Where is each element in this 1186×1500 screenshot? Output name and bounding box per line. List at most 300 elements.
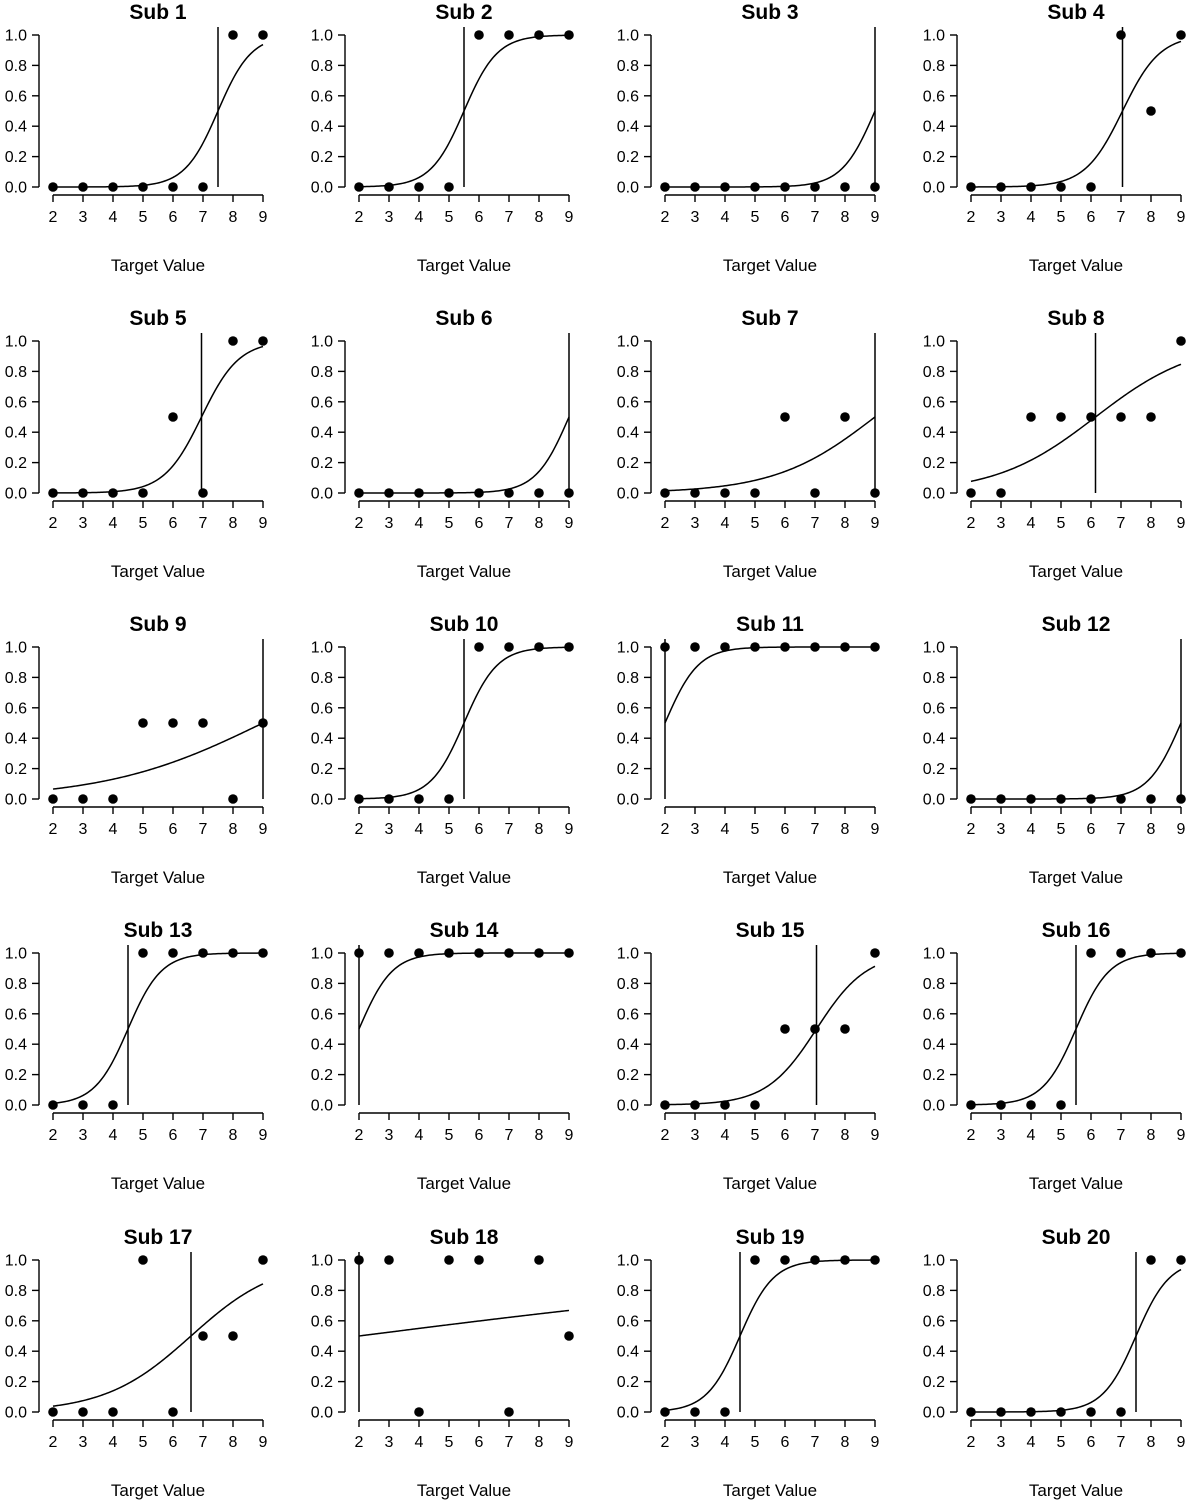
x-tick-label: 6: [168, 515, 178, 532]
x-tick-label: 5: [750, 515, 760, 532]
x-tick-label: 8: [840, 821, 850, 838]
x-tick-label: 2: [48, 1127, 58, 1144]
data-point: [534, 948, 544, 958]
x-axis-label: Target Value: [416, 562, 512, 581]
x-tick-label: 2: [966, 821, 976, 838]
x-tick-label: 6: [1086, 515, 1096, 532]
data-point: [750, 488, 760, 498]
x-tick-label: 2: [966, 1434, 976, 1451]
y-tick-label: 0.4: [616, 424, 639, 442]
y-tick-label: 0.4: [922, 118, 945, 136]
x-tick-label: 2: [660, 1434, 670, 1451]
y-tick-label: 0.8: [922, 363, 945, 381]
x-tick-label: 4: [720, 1434, 730, 1451]
data-point: [1146, 948, 1156, 958]
panel-9: [5, 613, 268, 887]
y-tick-label: 1.0: [922, 945, 945, 963]
x-tick-label: 6: [780, 1127, 790, 1144]
y-tick-label: 0.2: [922, 1067, 945, 1085]
data-point: [720, 1407, 730, 1417]
x-tick-label: 5: [138, 515, 148, 532]
x-tick-label: 4: [414, 1434, 424, 1451]
data-point: [168, 1407, 178, 1417]
fit-curve: [971, 1270, 1181, 1412]
y-tick-label: 0.8: [922, 975, 945, 993]
x-tick-label: 4: [720, 821, 730, 838]
fit-curve: [359, 953, 569, 1029]
data-point: [810, 642, 820, 652]
x-tick-label: 6: [168, 1127, 178, 1144]
fit-curve: [53, 1284, 263, 1406]
y-tick-label: 0.2: [4, 1067, 27, 1085]
y-tick-label: 0.8: [310, 57, 333, 75]
y-tick-label: 0.4: [4, 730, 27, 748]
x-tick-label: 7: [1116, 1434, 1126, 1451]
x-tick-label: 7: [198, 821, 208, 838]
x-tick-label: 4: [108, 209, 118, 226]
y-tick-label: 0.6: [310, 1313, 333, 1331]
y-tick-label: 0.6: [616, 700, 639, 718]
y-tick-label: 0.4: [616, 730, 639, 748]
x-tick-label: 9: [1176, 1127, 1186, 1144]
y-tick-label: 0.8: [616, 363, 639, 381]
data-point: [258, 30, 268, 40]
x-tick-label: 2: [660, 1127, 670, 1144]
data-point: [966, 182, 976, 192]
x-tick-label: 7: [198, 209, 208, 226]
y-tick-label: 0.0: [310, 791, 333, 809]
y-tick-label: 1.0: [922, 1252, 945, 1270]
data-point: [660, 642, 670, 652]
x-tick-label: 6: [474, 209, 484, 226]
x-tick-label: 6: [474, 1127, 484, 1144]
y-tick-label: 1.0: [4, 27, 27, 45]
data-point: [660, 1407, 670, 1417]
x-tick-label: 9: [258, 515, 268, 532]
x-tick-label: 5: [138, 821, 148, 838]
data-point: [996, 794, 1006, 804]
x-tick-label: 2: [48, 515, 58, 532]
x-tick-label: 3: [996, 821, 1006, 838]
x-tick-label: 2: [966, 515, 976, 532]
data-point: [108, 488, 118, 498]
y-tick-label: 1.0: [616, 333, 639, 351]
x-tick-label: 9: [258, 1434, 268, 1451]
fit-curve: [359, 1310, 569, 1336]
y-tick-label: 0.0: [310, 1097, 333, 1115]
data-point: [198, 488, 208, 498]
x-tick-label: 7: [198, 1127, 208, 1144]
x-tick-label: 2: [966, 1127, 976, 1144]
y-tick-label: 0.2: [616, 1374, 639, 1392]
y-tick-label: 0.8: [616, 57, 639, 75]
panel-title: Sub 18: [429, 1226, 499, 1249]
data-point: [810, 182, 820, 192]
y-tick-label: 0.0: [4, 485, 27, 503]
x-tick-label: 3: [78, 209, 88, 226]
y-tick-label: 0.4: [4, 1036, 27, 1054]
data-point: [78, 488, 88, 498]
panel-title: Sub 4: [1047, 1, 1105, 24]
y-tick-label: 0.2: [616, 455, 639, 473]
data-point: [996, 488, 1006, 498]
y-tick-label: 0.6: [310, 394, 333, 412]
data-point: [1176, 30, 1186, 40]
x-axis-label: Target Value: [722, 562, 818, 581]
data-point: [810, 488, 820, 498]
x-tick-label: 2: [660, 821, 670, 838]
x-axis-label: Target Value: [110, 1174, 206, 1193]
x-tick-label: 8: [228, 209, 238, 226]
data-point: [504, 488, 514, 498]
data-point: [996, 1100, 1006, 1110]
y-tick-label: 0.0: [616, 791, 639, 809]
data-point: [1176, 336, 1186, 346]
data-point: [78, 794, 88, 804]
x-tick-label: 5: [750, 1127, 760, 1144]
data-point: [1116, 1407, 1126, 1417]
y-tick-label: 0.0: [616, 179, 639, 197]
panel-title: Sub 11: [736, 613, 804, 636]
data-point: [690, 182, 700, 192]
y-tick-label: 1.0: [922, 27, 945, 45]
panel-4: [923, 1, 1186, 275]
panel-title: Sub 8: [1047, 307, 1105, 330]
x-tick-label: 4: [720, 1127, 730, 1144]
x-tick-label: 3: [690, 1127, 700, 1144]
x-tick-label: 3: [78, 515, 88, 532]
data-point: [870, 182, 880, 192]
data-point: [258, 1255, 268, 1265]
fit-curve: [53, 953, 263, 1103]
data-point: [720, 182, 730, 192]
x-tick-label: 8: [1146, 1127, 1156, 1144]
x-tick-label: 5: [444, 821, 454, 838]
data-point: [474, 1255, 484, 1265]
data-point: [564, 488, 574, 498]
y-tick-label: 0.8: [4, 57, 27, 75]
y-tick-label: 0.8: [922, 1282, 945, 1300]
y-tick-label: 0.6: [616, 88, 639, 106]
x-tick-label: 8: [1146, 209, 1156, 226]
x-axis-label: Target Value: [416, 1481, 512, 1500]
y-tick-label: 0.8: [4, 669, 27, 687]
fit-curve: [971, 364, 1181, 481]
data-point: [690, 642, 700, 652]
x-tick-label: 4: [414, 209, 424, 226]
data-point: [1086, 948, 1096, 958]
y-tick-label: 0.0: [4, 1097, 27, 1115]
x-tick-label: 3: [996, 1127, 1006, 1144]
x-tick-label: 7: [504, 821, 514, 838]
y-tick-label: 0.2: [922, 149, 945, 167]
panel-title: Sub 3: [741, 1, 799, 24]
x-tick-label: 8: [534, 1434, 544, 1451]
x-tick-label: 5: [138, 1127, 148, 1144]
x-tick-label: 7: [504, 515, 514, 532]
data-point: [258, 336, 268, 346]
panel-18: [311, 1226, 574, 1500]
data-point: [48, 1100, 58, 1110]
x-tick-label: 7: [1116, 515, 1126, 532]
data-point: [660, 182, 670, 192]
data-point: [564, 948, 574, 958]
data-point: [870, 1255, 880, 1265]
x-tick-label: 4: [108, 515, 118, 532]
x-tick-label: 9: [870, 515, 880, 532]
fit-curve: [665, 647, 875, 723]
x-tick-label: 7: [1116, 209, 1126, 226]
data-point: [1086, 794, 1096, 804]
data-point: [198, 182, 208, 192]
x-tick-label: 4: [108, 821, 118, 838]
x-tick-label: 4: [1026, 821, 1036, 838]
x-tick-label: 5: [750, 1434, 760, 1451]
y-tick-label: 0.4: [922, 730, 945, 748]
x-tick-label: 9: [870, 1434, 880, 1451]
y-tick-label: 0.4: [4, 1343, 27, 1361]
y-tick-label: 0.2: [310, 149, 333, 167]
y-tick-label: 0.6: [4, 1313, 27, 1331]
panel-title: Sub 19: [735, 1226, 805, 1249]
x-tick-label: 6: [780, 515, 790, 532]
x-tick-label: 3: [690, 209, 700, 226]
data-point: [720, 488, 730, 498]
x-tick-label: 2: [48, 1434, 58, 1451]
x-tick-label: 8: [228, 821, 238, 838]
y-tick-label: 0.4: [310, 730, 333, 748]
y-tick-label: 0.2: [310, 1067, 333, 1085]
x-tick-label: 7: [198, 1434, 208, 1451]
data-point: [840, 642, 850, 652]
data-point: [534, 1255, 544, 1265]
data-point: [780, 182, 790, 192]
data-point: [690, 1407, 700, 1417]
panel-title: Sub 20: [1041, 1226, 1111, 1249]
data-point: [48, 1407, 58, 1417]
x-tick-label: 9: [1176, 209, 1186, 226]
data-point: [1086, 412, 1096, 422]
data-point: [198, 718, 208, 728]
x-tick-label: 8: [228, 515, 238, 532]
panel-title: Sub 5: [129, 307, 187, 330]
x-tick-label: 3: [78, 1127, 88, 1144]
y-tick-label: 0.8: [922, 57, 945, 75]
data-point: [996, 182, 1006, 192]
data-point: [1146, 412, 1156, 422]
data-point: [966, 794, 976, 804]
panel-10: [311, 613, 574, 887]
x-tick-label: 8: [534, 209, 544, 226]
x-tick-label: 8: [534, 821, 544, 838]
data-point: [138, 948, 148, 958]
x-tick-label: 5: [138, 209, 148, 226]
y-tick-label: 0.0: [616, 1097, 639, 1115]
x-tick-label: 9: [1176, 515, 1186, 532]
x-tick-label: 9: [564, 515, 574, 532]
x-axis-label: Target Value: [416, 256, 512, 275]
x-tick-label: 3: [78, 821, 88, 838]
x-tick-label: 3: [384, 209, 394, 226]
data-point: [564, 642, 574, 652]
fit-curve: [359, 417, 569, 493]
x-tick-label: 3: [690, 515, 700, 532]
data-point: [414, 1407, 424, 1417]
panel-13: [5, 919, 268, 1193]
y-tick-label: 0.0: [4, 179, 27, 197]
x-tick-label: 3: [384, 1434, 394, 1451]
data-point: [78, 182, 88, 192]
y-tick-label: 0.0: [310, 1404, 333, 1422]
x-tick-label: 2: [48, 821, 58, 838]
panel-5: [5, 307, 268, 581]
data-point: [108, 1407, 118, 1417]
panel-title: Sub 9: [129, 613, 187, 636]
panel-title: Sub 17: [123, 1226, 193, 1249]
x-tick-label: 9: [870, 821, 880, 838]
x-tick-label: 8: [840, 1127, 850, 1144]
data-point: [534, 30, 544, 40]
y-tick-label: 0.6: [4, 1006, 27, 1024]
y-tick-label: 1.0: [4, 1252, 27, 1270]
y-tick-label: 0.8: [616, 1282, 639, 1300]
x-tick-label: 8: [534, 515, 544, 532]
x-tick-label: 9: [258, 821, 268, 838]
data-point: [108, 182, 118, 192]
x-tick-label: 3: [690, 821, 700, 838]
x-tick-label: 4: [720, 515, 730, 532]
data-point: [384, 1255, 394, 1265]
data-point: [660, 488, 670, 498]
x-axis-label: Target Value: [1028, 1481, 1124, 1500]
y-tick-label: 0.4: [922, 424, 945, 442]
x-tick-label: 3: [384, 1127, 394, 1144]
panel-12: [923, 613, 1186, 887]
y-tick-label: 0.6: [4, 394, 27, 412]
x-tick-label: 6: [1086, 209, 1096, 226]
x-tick-label: 9: [1176, 1434, 1186, 1451]
data-point: [564, 30, 574, 40]
data-point: [504, 948, 514, 958]
x-axis-label: Target Value: [416, 1174, 512, 1193]
x-tick-label: 8: [1146, 1434, 1156, 1451]
data-point: [444, 182, 454, 192]
data-point: [690, 488, 700, 498]
x-tick-label: 6: [780, 1434, 790, 1451]
data-point: [138, 182, 148, 192]
data-point: [228, 794, 238, 804]
data-point: [354, 488, 364, 498]
panel-3: [617, 1, 880, 275]
panel-7: [617, 307, 880, 581]
y-tick-label: 0.0: [922, 1097, 945, 1115]
data-point: [1146, 1255, 1156, 1265]
x-axis-label: Target Value: [722, 868, 818, 887]
data-point: [228, 1331, 238, 1341]
data-point: [966, 1100, 976, 1110]
panel-title: Sub 12: [1041, 613, 1111, 636]
x-tick-label: 4: [1026, 515, 1036, 532]
y-tick-label: 0.4: [4, 118, 27, 136]
data-point: [78, 1407, 88, 1417]
panel-2: [311, 1, 574, 275]
data-point: [414, 488, 424, 498]
fit-curve: [53, 45, 263, 187]
data-point: [840, 412, 850, 422]
y-tick-label: 0.0: [310, 485, 333, 503]
y-tick-label: 0.6: [922, 88, 945, 106]
x-tick-label: 8: [840, 515, 850, 532]
y-tick-label: 1.0: [922, 639, 945, 657]
y-tick-label: 0.2: [922, 1374, 945, 1392]
data-point: [198, 948, 208, 958]
x-tick-label: 3: [690, 1434, 700, 1451]
data-point: [1056, 1100, 1066, 1110]
data-point: [840, 1024, 850, 1034]
x-axis-label: Target Value: [1028, 868, 1124, 887]
data-point: [444, 794, 454, 804]
data-point: [444, 1255, 454, 1265]
x-tick-label: 9: [564, 1127, 574, 1144]
x-tick-label: 2: [966, 209, 976, 226]
x-axis-label: Target Value: [416, 868, 512, 887]
data-point: [750, 1255, 760, 1265]
data-point: [1026, 794, 1036, 804]
data-point: [996, 1407, 1006, 1417]
data-point: [384, 488, 394, 498]
x-tick-label: 6: [780, 209, 790, 226]
x-tick-label: 2: [354, 821, 364, 838]
x-tick-label: 5: [750, 821, 760, 838]
x-tick-label: 6: [168, 209, 178, 226]
y-tick-label: 1.0: [4, 333, 27, 351]
fit-curve: [53, 723, 263, 789]
y-tick-label: 0.8: [4, 975, 27, 993]
data-point: [870, 642, 880, 652]
data-point: [474, 948, 484, 958]
y-tick-label: 0.2: [4, 1374, 27, 1392]
y-tick-label: 0.2: [616, 149, 639, 167]
x-tick-label: 2: [354, 209, 364, 226]
panel-16: [923, 919, 1186, 1193]
y-tick-label: 0.6: [922, 700, 945, 718]
data-point: [138, 488, 148, 498]
x-axis-label: Target Value: [1028, 256, 1124, 275]
x-tick-label: 7: [810, 209, 820, 226]
data-point: [750, 182, 760, 192]
y-tick-label: 0.4: [4, 424, 27, 442]
x-tick-label: 5: [444, 209, 454, 226]
y-tick-label: 1.0: [310, 639, 333, 657]
x-axis-label: Target Value: [722, 256, 818, 275]
data-point: [1176, 794, 1186, 804]
data-point: [48, 488, 58, 498]
data-point: [108, 1100, 118, 1110]
data-point: [198, 1331, 208, 1341]
x-axis-label: Target Value: [110, 256, 206, 275]
data-point: [1116, 794, 1126, 804]
x-tick-label: 2: [660, 209, 670, 226]
x-tick-label: 9: [564, 1434, 574, 1451]
data-point: [474, 30, 484, 40]
y-tick-label: 0.6: [922, 394, 945, 412]
y-tick-label: 0.6: [310, 700, 333, 718]
data-point: [414, 182, 424, 192]
x-tick-label: 9: [870, 1127, 880, 1144]
y-tick-label: 0.8: [310, 1282, 333, 1300]
x-tick-label: 9: [564, 821, 574, 838]
data-point: [48, 794, 58, 804]
